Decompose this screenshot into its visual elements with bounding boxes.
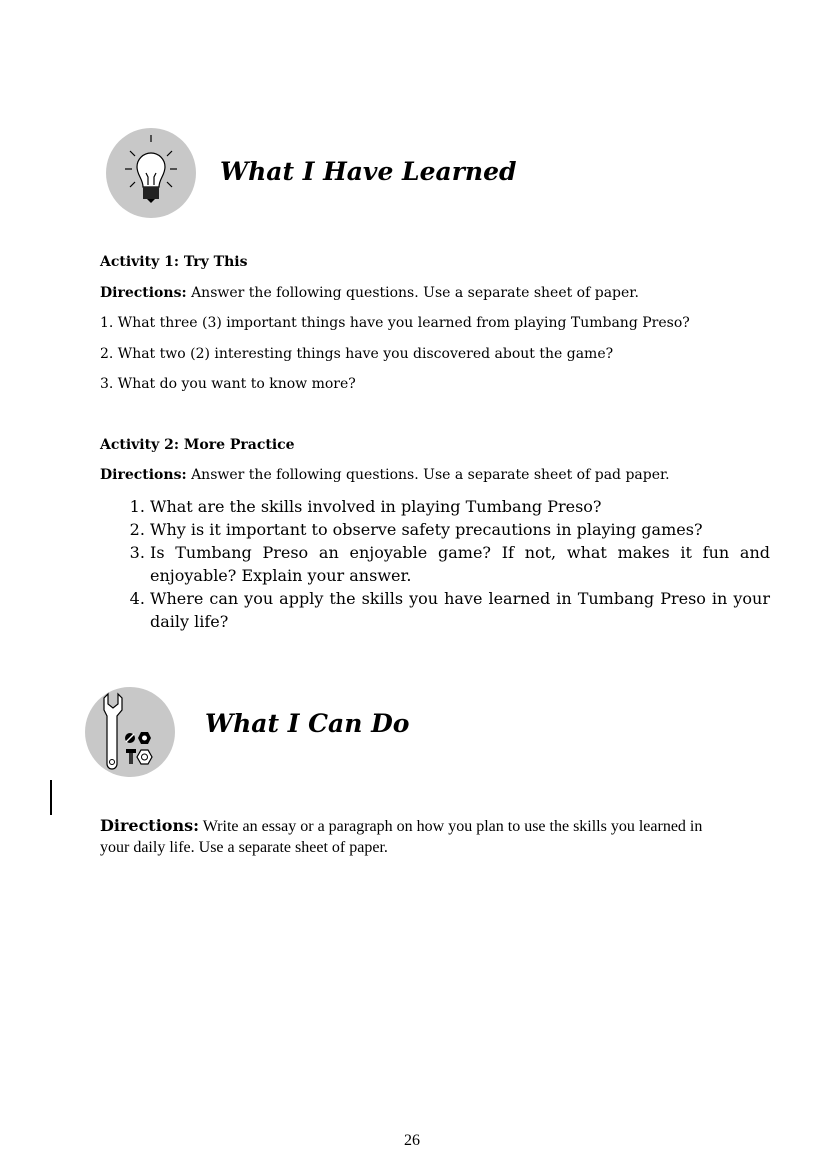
directions-label: Directions: xyxy=(100,816,199,835)
activity2-heading: Activity 2: More Practice xyxy=(100,437,295,453)
text-cursor xyxy=(50,780,52,815)
activity1-directions xyxy=(100,285,639,301)
question-list xyxy=(110,495,770,633)
activity2-directions xyxy=(100,467,670,483)
wrench-tools-icon xyxy=(84,686,176,778)
list-item: 4. Where can you apply the skills you have learned in Tumbang Preso in your daily life? xyxy=(150,587,770,633)
question-item: 2. What two (2) interesting things have you discovered about the game? xyxy=(100,346,614,362)
section-title: What I Have Learned xyxy=(220,157,517,186)
essay-directions xyxy=(100,815,702,858)
directions-text: your daily life. Use a separate sheet of paper. xyxy=(100,839,388,856)
activity1-heading: Activity 1: Try This xyxy=(100,254,248,270)
lightbulb-icon xyxy=(105,127,197,219)
list-item: 2. Why is it important to observe safety precautions in playing games? xyxy=(150,518,770,541)
directions-text: Answer the following questions. Use a separate sheet of paper. xyxy=(186,285,639,301)
section-title: What I Can Do xyxy=(205,709,410,738)
question-item: 3. What do you want to know more? xyxy=(100,376,356,392)
directions-label: Directions: xyxy=(100,285,187,301)
page-number: 26 xyxy=(404,1132,420,1149)
question-item: 1. What three (3) important things have you learned from playing Tumbang Preso? xyxy=(100,315,690,331)
directions-text: Write an essay or a paragraph on how you plan to use the skills you learned in xyxy=(199,818,703,835)
list-item: 3. Is Tumbang Preso an enjoyable game? If not, what makes it fun and enjoyable? Explain your answer. xyxy=(150,541,770,587)
directions-text: Answer the following questions. Use a separate sheet of pad paper. xyxy=(186,467,670,483)
directions-label: Directions: xyxy=(100,467,187,483)
list-item: 1. What are the skills involved in playing Tumbang Preso? xyxy=(150,495,770,518)
